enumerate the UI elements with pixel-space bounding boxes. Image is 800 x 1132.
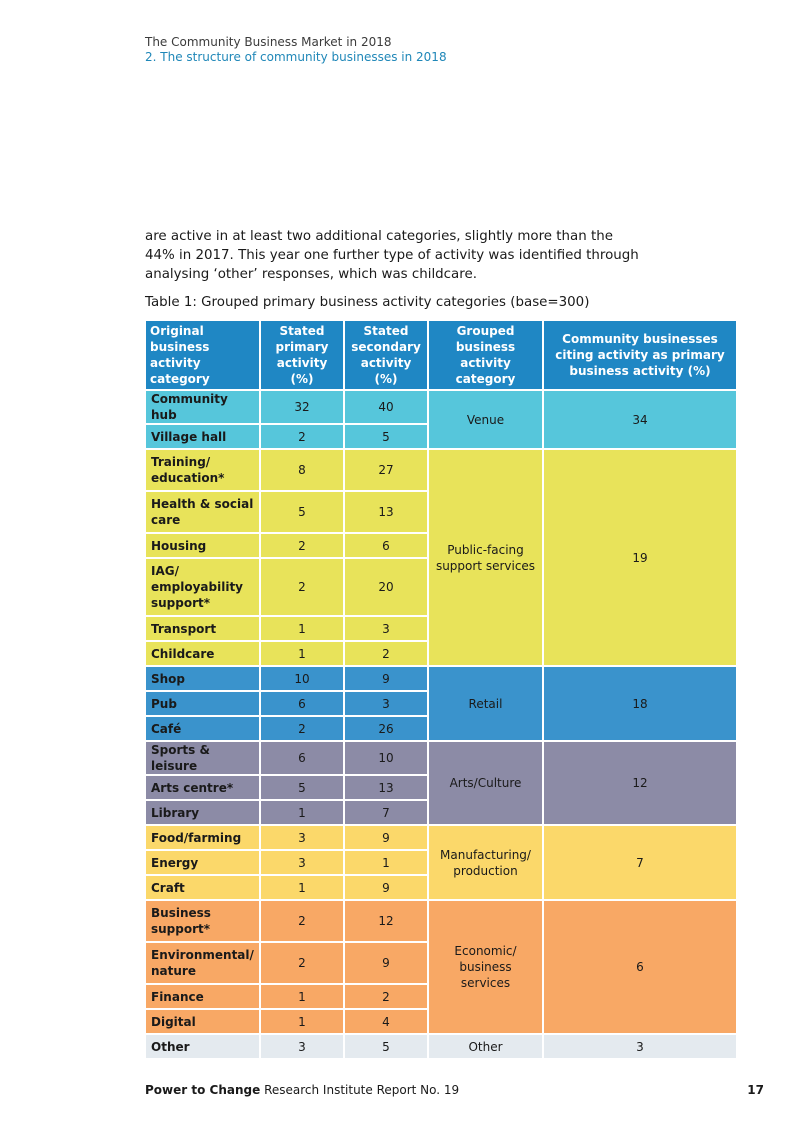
category-cell: IAG/ employability support* xyxy=(145,558,260,616)
secondary-cell: 1 xyxy=(344,850,428,875)
category-cell: Shop xyxy=(145,666,260,691)
category-cell: Energy xyxy=(145,850,260,875)
page-number: 17 xyxy=(747,1083,764,1097)
table-row xyxy=(145,390,737,424)
group-percent-cell: 7 xyxy=(543,825,737,900)
table-row xyxy=(145,741,737,775)
secondary-cell: 20 xyxy=(344,558,428,616)
primary-cell: 5 xyxy=(260,491,344,533)
category-cell: Digital xyxy=(145,1009,260,1034)
secondary-cell: 2 xyxy=(344,641,428,666)
secondary-cell: 40 xyxy=(344,390,428,424)
group-cell: Manufacturing/ production xyxy=(428,825,543,900)
group-percent-cell: 34 xyxy=(543,390,737,449)
secondary-cell: 3 xyxy=(344,616,428,641)
group-percent-cell: 12 xyxy=(543,741,737,825)
table-row xyxy=(145,900,737,942)
primary-cell: 6 xyxy=(260,741,344,775)
primary-cell: 1 xyxy=(260,641,344,666)
primary-cell: 1 xyxy=(260,800,344,825)
secondary-cell: 9 xyxy=(344,825,428,850)
secondary-cell: 13 xyxy=(344,491,428,533)
category-cell: Arts centre* xyxy=(145,775,260,800)
running-header xyxy=(145,35,447,65)
group-cell: Arts/Culture xyxy=(428,741,543,825)
secondary-cell: 3 xyxy=(344,691,428,716)
secondary-cell: 5 xyxy=(344,424,428,449)
primary-cell: 10 xyxy=(260,666,344,691)
header-stated-secondary: Stated secondary activity (%) xyxy=(344,320,428,390)
primary-cell: 2 xyxy=(260,424,344,449)
header-grouped-category: Grouped business activity category xyxy=(428,320,543,390)
secondary-cell: 9 xyxy=(344,875,428,900)
category-cell: Food/farming xyxy=(145,825,260,850)
activity-table xyxy=(144,319,738,1060)
group-percent-cell: 3 xyxy=(543,1034,737,1059)
secondary-cell: 7 xyxy=(344,800,428,825)
footer-brand: Power to Change xyxy=(145,1083,261,1097)
secondary-cell: 5 xyxy=(344,1034,428,1059)
category-cell: Finance xyxy=(145,984,260,1009)
category-cell: Health & social care xyxy=(145,491,260,533)
header-citing-primary: Community businesses citing activity as primary business activity (%) xyxy=(543,320,737,390)
group-cell: Venue xyxy=(428,390,543,449)
primary-cell: 2 xyxy=(260,533,344,558)
report-title: The Community Business Market in 2018 xyxy=(145,35,392,49)
secondary-cell: 26 xyxy=(344,716,428,741)
category-cell: Transport xyxy=(145,616,260,641)
category-cell: Craft xyxy=(145,875,260,900)
table-row xyxy=(145,825,737,850)
table-caption: Table 1: Grouped primary business activity categories (base=300) xyxy=(145,295,590,310)
primary-cell: 1 xyxy=(260,1009,344,1034)
group-percent-cell: 6 xyxy=(543,900,737,1034)
category-cell: Business support* xyxy=(145,900,260,942)
secondary-cell: 13 xyxy=(344,775,428,800)
section-title: 2. The structure of community businesses in 2018 xyxy=(145,50,447,64)
primary-cell: 5 xyxy=(260,775,344,800)
secondary-cell: 27 xyxy=(344,449,428,491)
secondary-cell: 6 xyxy=(344,533,428,558)
primary-cell: 2 xyxy=(260,942,344,984)
primary-cell: 8 xyxy=(260,449,344,491)
header-stated-primary: Stated primary activity (%) xyxy=(260,320,344,390)
secondary-cell: 2 xyxy=(344,984,428,1009)
category-cell: Housing xyxy=(145,533,260,558)
primary-cell: 3 xyxy=(260,1034,344,1059)
table-header-row xyxy=(145,320,737,390)
header-original-category: Original business activity category xyxy=(145,320,260,390)
page-footer xyxy=(145,1083,764,1097)
secondary-cell: 9 xyxy=(344,942,428,984)
primary-cell: 32 xyxy=(260,390,344,424)
category-cell: Pub xyxy=(145,691,260,716)
table-row xyxy=(145,1034,737,1059)
group-percent-cell: 18 xyxy=(543,666,737,741)
table-row xyxy=(145,449,737,491)
secondary-cell: 4 xyxy=(344,1009,428,1034)
primary-cell: 2 xyxy=(260,900,344,942)
primary-cell: 1 xyxy=(260,875,344,900)
primary-cell: 1 xyxy=(260,616,344,641)
primary-cell: 1 xyxy=(260,984,344,1009)
secondary-cell: 12 xyxy=(344,900,428,942)
category-cell: Village hall xyxy=(145,424,260,449)
primary-cell: 3 xyxy=(260,825,344,850)
category-cell: Training/ education* xyxy=(145,449,260,491)
footer-report: Research Institute Report No. 19 xyxy=(260,1083,460,1097)
primary-cell: 6 xyxy=(260,691,344,716)
category-cell: Community hub xyxy=(145,390,260,424)
category-cell: Library xyxy=(145,800,260,825)
intro-paragraph: are active in at least two additional categories, slightly more than the 44% in 2017. This year one further type of activity was identified through analysing ‘other’ responses, which was childcare. xyxy=(145,229,639,282)
secondary-cell: 10 xyxy=(344,741,428,775)
category-cell: Childcare xyxy=(145,641,260,666)
group-cell: Other xyxy=(428,1034,543,1059)
secondary-cell: 9 xyxy=(344,666,428,691)
primary-cell: 2 xyxy=(260,716,344,741)
category-cell: Café xyxy=(145,716,260,741)
category-cell: Other xyxy=(145,1034,260,1059)
group-cell: Retail xyxy=(428,666,543,741)
table-row xyxy=(145,666,737,691)
category-cell: Environmental/ nature xyxy=(145,942,260,984)
group-cell: Public-facing support services xyxy=(428,449,543,666)
group-cell: Economic/ business services xyxy=(428,900,543,1034)
primary-cell: 3 xyxy=(260,850,344,875)
category-cell: Sports & leisure xyxy=(145,741,260,775)
group-percent-cell: 19 xyxy=(543,449,737,666)
primary-cell: 2 xyxy=(260,558,344,616)
